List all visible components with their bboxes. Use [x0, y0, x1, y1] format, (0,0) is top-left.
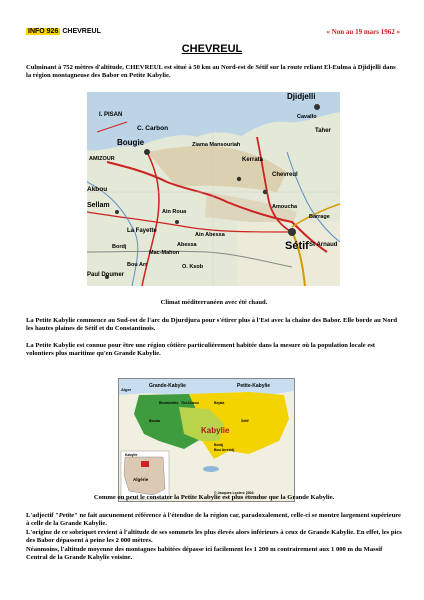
- map-label-barrage: Barrage: [309, 214, 330, 220]
- road-map-graphic: [87, 92, 340, 286]
- adjective-paragraph: [26, 512, 402, 562]
- map-label-amoucha: Amoucha: [272, 204, 298, 210]
- map-label-sellam: Sellam: [87, 202, 110, 209]
- map-label-carbon: C. Carbon: [137, 125, 169, 132]
- kabylie-region-map: [118, 378, 295, 502]
- map2-caption: Comme on peut le constater la Petite Kabylie est plus étendue que la Grande Kabylie.: [93, 494, 335, 501]
- petite-kabylie-paragraph: La Petite Kabylie commence au Sud-est de l'arc du Djurdjura pour s'étirer plus à l'Est avec la chaîne des Babor. Elle borde au Nord les hautes plaines de Sétif et du Constantinois.: [26, 317, 398, 333]
- page-title: CHEVREUL: [181, 43, 243, 55]
- info-number: INFO 926: [28, 28, 59, 35]
- map-label-bougie: Bougie: [117, 138, 145, 147]
- map1-caption: Climat méditerranéen avec été chaud.: [160, 299, 268, 306]
- region-road-map: [87, 92, 340, 286]
- map2-label-bejaia: Béjaïa: [214, 401, 225, 405]
- map-label-abessa: Abessa: [177, 242, 197, 248]
- map-label-mac-mahon: Mac-Mahon: [149, 250, 180, 256]
- map-label-pisan: I. PISAN: [99, 112, 123, 118]
- map-label-bou-arr: Bou Arr: [127, 262, 148, 268]
- map-label-paul-doumer: Paul Doumer: [87, 272, 125, 278]
- map2-label-setif: Sétif: [241, 419, 249, 423]
- header-date: « Non au 19 mars 1962 »: [326, 28, 400, 36]
- intro-paragraph: Culminant à 752 mètres d'altitude, CHEVREUL est situé à 50 km au Nord-est de Sétif sur la route reliant El-Eulma à Djidjelli dans la région montagneuse des Babor en Petite Kabylie.: [26, 64, 396, 80]
- map2-label-bba: Bordj: [214, 443, 224, 447]
- map2-inset-algerie: Algérie: [133, 477, 149, 482]
- map2-label-kabylie: Kabylie: [201, 426, 230, 435]
- kabylie-map-graphic: [119, 379, 294, 501]
- map-label-setif: Sétif: [285, 240, 309, 252]
- map-label-chevreul: Chevreul: [272, 172, 298, 178]
- info-title: CHEVREUL: [62, 28, 101, 35]
- petite-word: Petite: [58, 512, 75, 519]
- map2-label-bou-arreridj: Bou Arreridj: [214, 448, 235, 452]
- map-label-ain-roua: Ain Roua: [162, 209, 187, 215]
- origin-line: L'origine de ce sobriquet revient à l'altitude de ses sommets les plus élevés alors inférieurs à ceux de Grande Kabylie. En effet, les pics des Babor dépassent à peine les 2 000 mètres.: [26, 528, 402, 545]
- map-label-bordj: Bordj: [112, 244, 127, 250]
- map-label-cavallo: Cavallo: [297, 114, 317, 120]
- map-label-kerrata: Kerrata: [242, 157, 264, 163]
- map2-label-tizi-ouzou: Tizi-Ouzou: [181, 401, 199, 405]
- map-label-djidjelli: Djidjelli: [287, 92, 316, 101]
- info-header: [26, 28, 101, 35]
- map-label-oued-ksob: O. Ksob: [182, 264, 204, 270]
- map2-label-boumerdes: Boumerdès: [159, 401, 179, 405]
- map-label-arnaud: St Arnaud: [309, 242, 338, 248]
- map2-label-alger: Alger: [121, 387, 132, 392]
- map-label-lafayette: La Fayette: [127, 228, 157, 234]
- map2-inset-kabylie: Kabylie: [125, 453, 138, 457]
- adjective-line: L'adjectif "Petite" ne fait aucunement référence à l'étendue de la région car, paradoxalement, celle-ci se montre largement supérieure à celle de la Grande Kabylie.: [26, 512, 401, 528]
- map-label-ain-abessa: Ain Abessa: [195, 232, 225, 238]
- map2-label-grande-kabylie: Grande-Kabylie: [149, 383, 186, 389]
- map-label-amizour: AMIZOUR: [89, 156, 115, 162]
- map2-label-petite-kabylie: Petite-Kabylie: [237, 383, 271, 389]
- map-label-taher: Taher: [315, 128, 331, 134]
- coastal-region-paragraph: La Petite Kabylie est connue pour être une région côtière particulièrement habitée dans la mesure où la population locale est volontiers plus maritime qu'en Grande Kabylie.: [26, 342, 376, 358]
- map2-credit: © Jacques Leclerc 2004: [214, 491, 254, 495]
- map-label-akbou: Akbou: [87, 186, 108, 193]
- map2-label-bouira: Bouira: [149, 419, 161, 423]
- map-label-ziama: Ziama Mansouriah: [192, 142, 241, 148]
- altitude-line: Néanmoins, l'altitude moyenne des montagnes habitées dépasse ici facilement les 1 200 m contrairement aux 1 000 m du Massif Central de la Grande Kabylie voisine.: [26, 545, 383, 562]
